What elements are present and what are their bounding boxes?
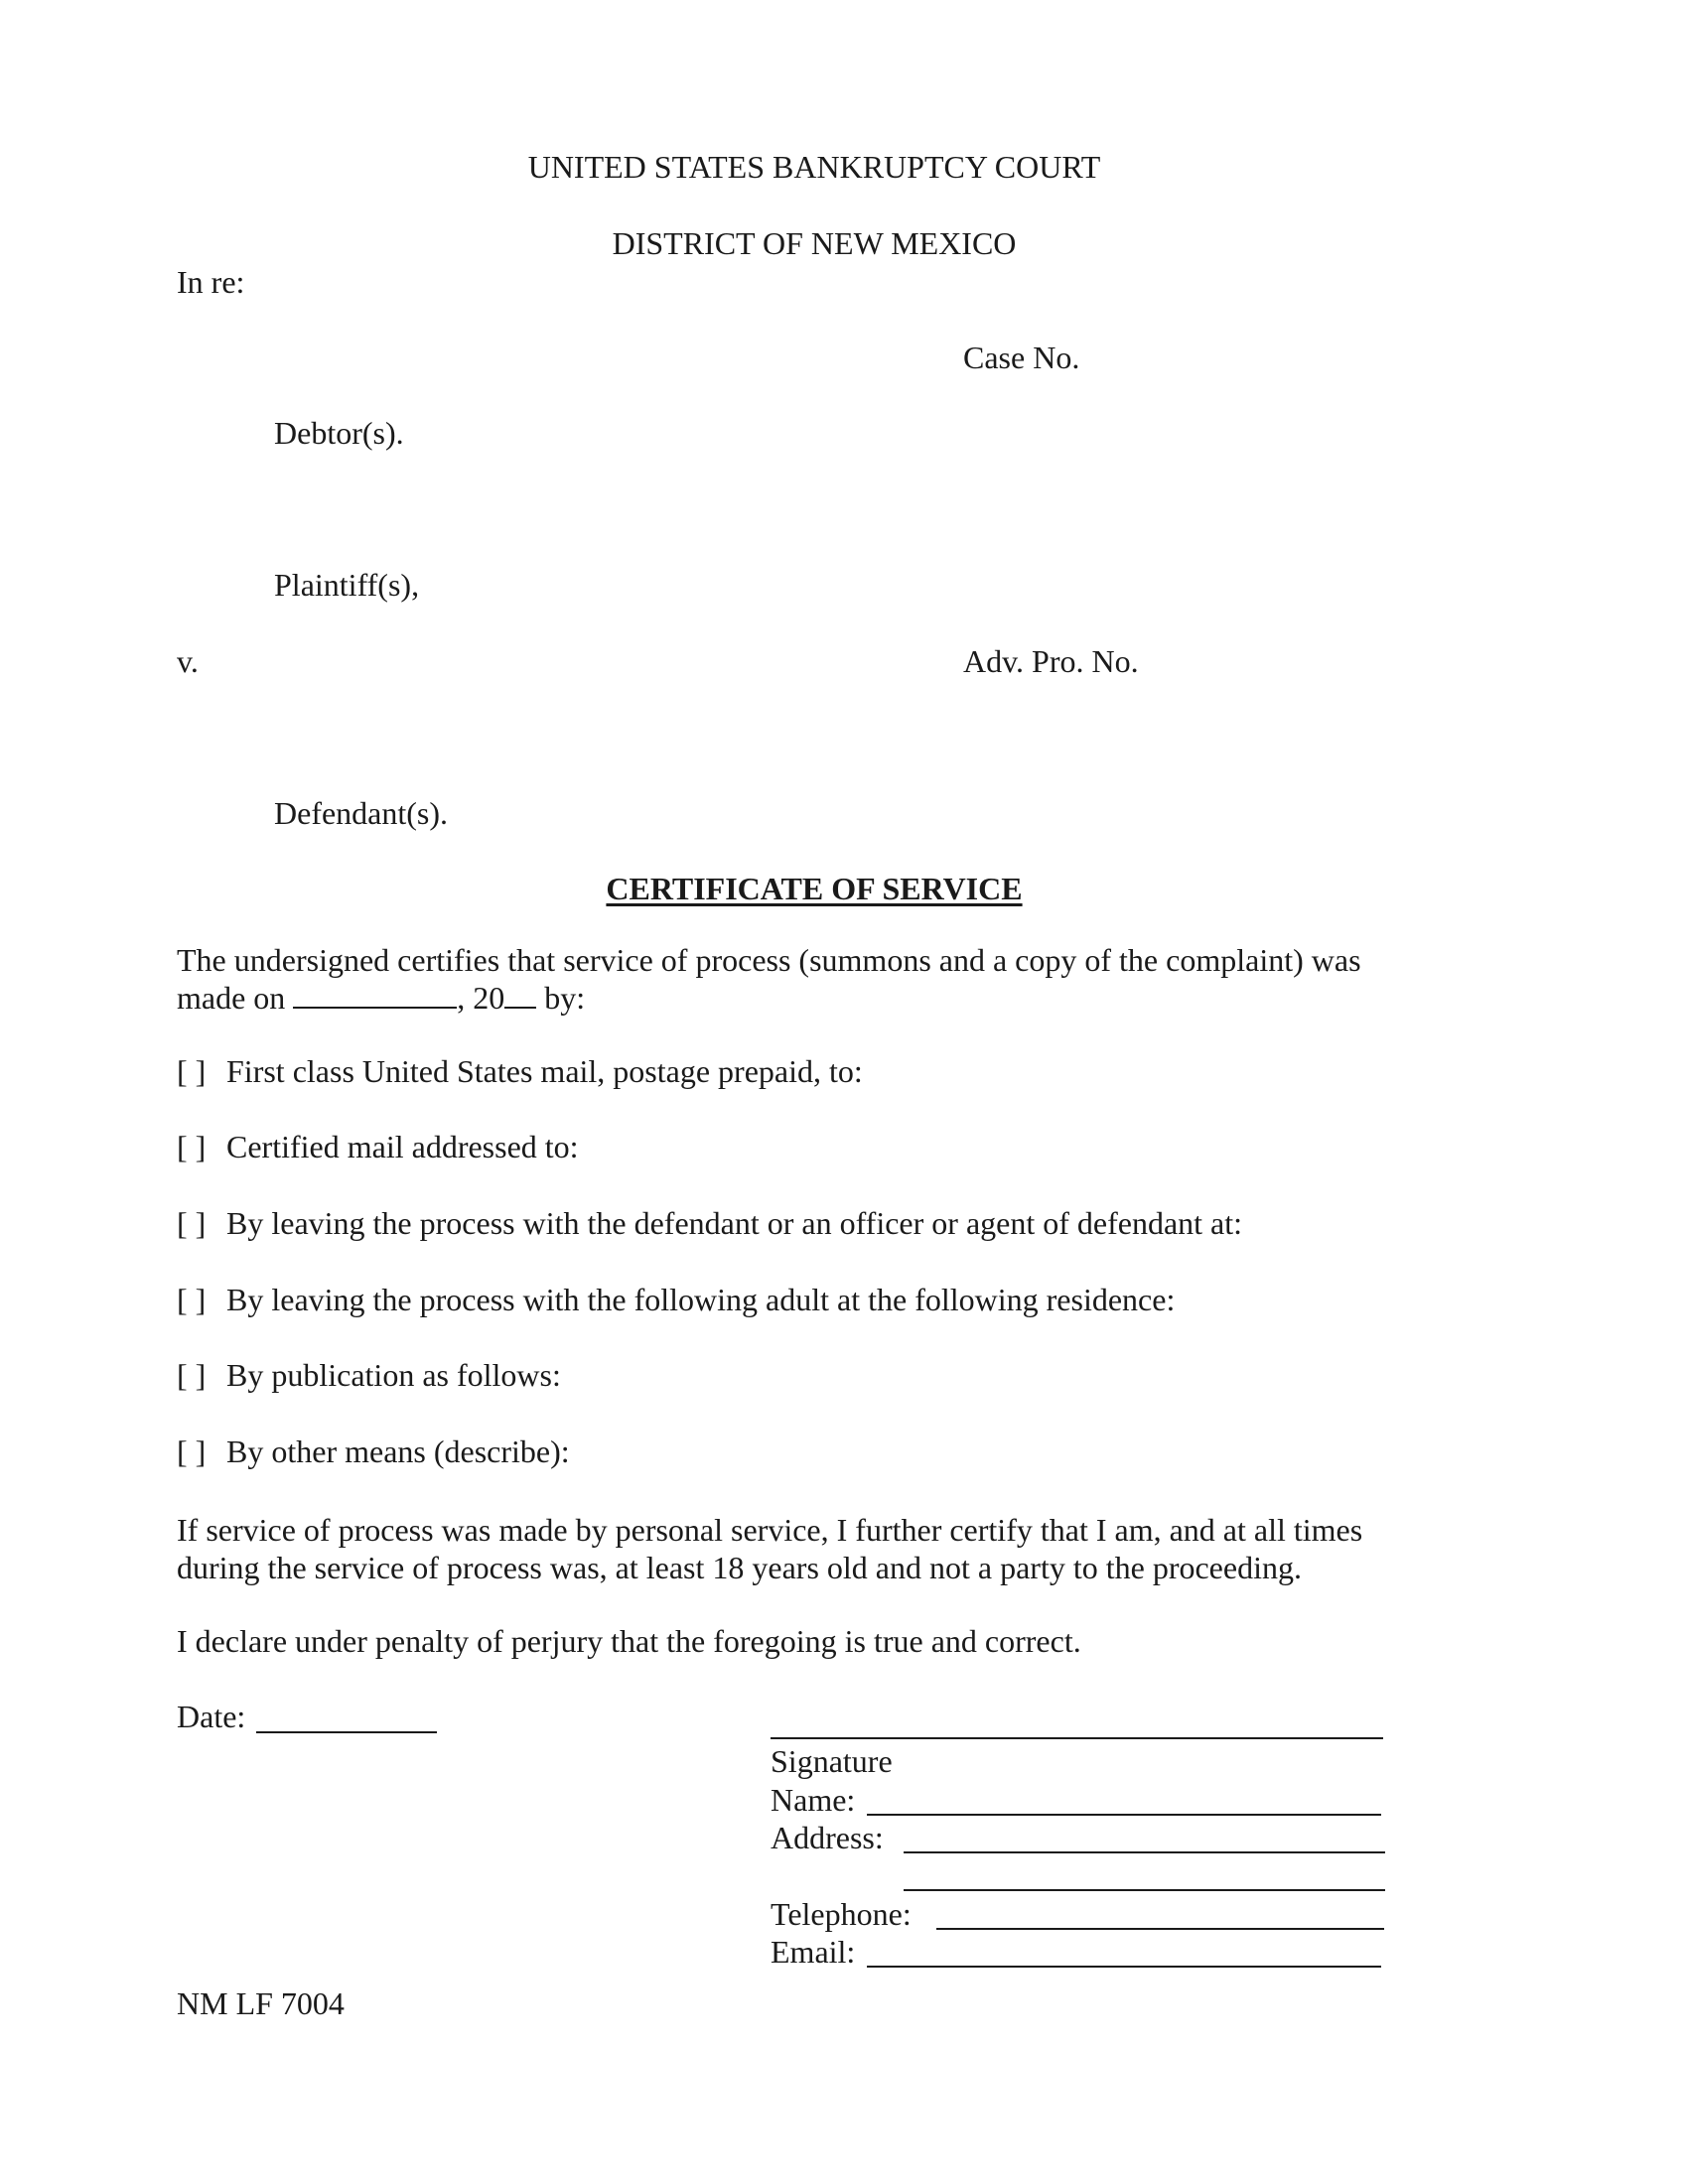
checkbox[interactable]: [ ] [177, 1053, 207, 1089]
name-line[interactable] [867, 1814, 1381, 1816]
document-title: CERTIFICATE OF SERVICE [606, 871, 1023, 906]
option-first-class-mail[interactable] [177, 1055, 863, 1087]
option-certified-mail[interactable] [177, 1131, 579, 1162]
checkbox[interactable]: [ ] [177, 1205, 207, 1241]
service-date-blank[interactable] [293, 981, 457, 1009]
district-name: DISTRICT OF NEW MEXICO [612, 225, 1017, 261]
checkbox[interactable]: [ ] [177, 1433, 207, 1469]
service-year-blank[interactable] [504, 981, 536, 1009]
option-label: By other means (describe): [226, 1433, 570, 1469]
case-no-label: Case No. [963, 340, 1080, 375]
option-label: Certified mail addressed to: [226, 1129, 579, 1164]
checkbox[interactable]: [ ] [177, 1357, 207, 1393]
option-leave-with-adult[interactable] [177, 1284, 1175, 1315]
checkbox[interactable]: [ ] [177, 1282, 207, 1317]
date-label: Date: [177, 1699, 246, 1734]
declaration-statement: I declare under penalty of perjury that the foregoing is true and correct. [177, 1623, 1081, 1659]
address-label: Address: [771, 1820, 884, 1855]
option-label: By publication as follows: [226, 1357, 561, 1393]
adv-pro-no-label: Adv. Pro. No. [963, 643, 1139, 679]
telephone-line[interactable] [936, 1928, 1384, 1930]
email-line[interactable] [867, 1966, 1381, 1968]
court-name: UNITED STATES BANKRUPTCY COURT [527, 149, 1101, 185]
address-line-1[interactable] [904, 1851, 1385, 1853]
signature-label: Signature [771, 1743, 893, 1779]
versus-label: v. [177, 643, 199, 679]
intro-paragraph [177, 941, 1468, 1017]
year-prefix: , 20 [457, 980, 505, 1016]
form-identifier: NM LF 7004 [177, 1985, 345, 2021]
plaintiffs-label: Plaintiff(s), [274, 567, 420, 603]
personal-service-line-1: If service of process was made by personal service, I further certify that I am, and at all times [177, 1512, 1363, 1548]
option-leave-with-defendant[interactable] [177, 1207, 1242, 1239]
option-publication[interactable] [177, 1359, 561, 1391]
debtors-label: Debtor(s). [274, 415, 404, 451]
date-line[interactable] [256, 1731, 437, 1733]
made-on-label: made on [177, 980, 286, 1016]
personal-service-paragraph [177, 1511, 1468, 1586]
intro-line-1: The undersigned certifies that service of process (summons and a copy of the complaint) was [177, 942, 1361, 978]
name-label: Name: [771, 1782, 856, 1818]
by-label: by: [544, 980, 586, 1016]
address-line-2[interactable] [904, 1889, 1385, 1891]
in-re-label: In re: [177, 264, 245, 300]
signature-line[interactable] [771, 1737, 1383, 1739]
defendants-label: Defendant(s). [274, 795, 449, 831]
option-label: First class United States mail, postage prepaid, to: [226, 1053, 863, 1089]
intro-line-2 [177, 979, 1468, 1017]
email-label: Email: [771, 1934, 856, 1970]
personal-service-line-2: during the service of process was, at least 18 years old and not a party to the proceeding. [177, 1550, 1302, 1585]
option-label: By leaving the process with the following adult at the following residence: [226, 1282, 1176, 1317]
telephone-label: Telephone: [771, 1896, 912, 1932]
option-other-means[interactable] [177, 1435, 570, 1467]
checkbox[interactable]: [ ] [177, 1129, 207, 1164]
option-label: By leaving the process with the defendant or an officer or agent of defendant at: [226, 1205, 1243, 1241]
